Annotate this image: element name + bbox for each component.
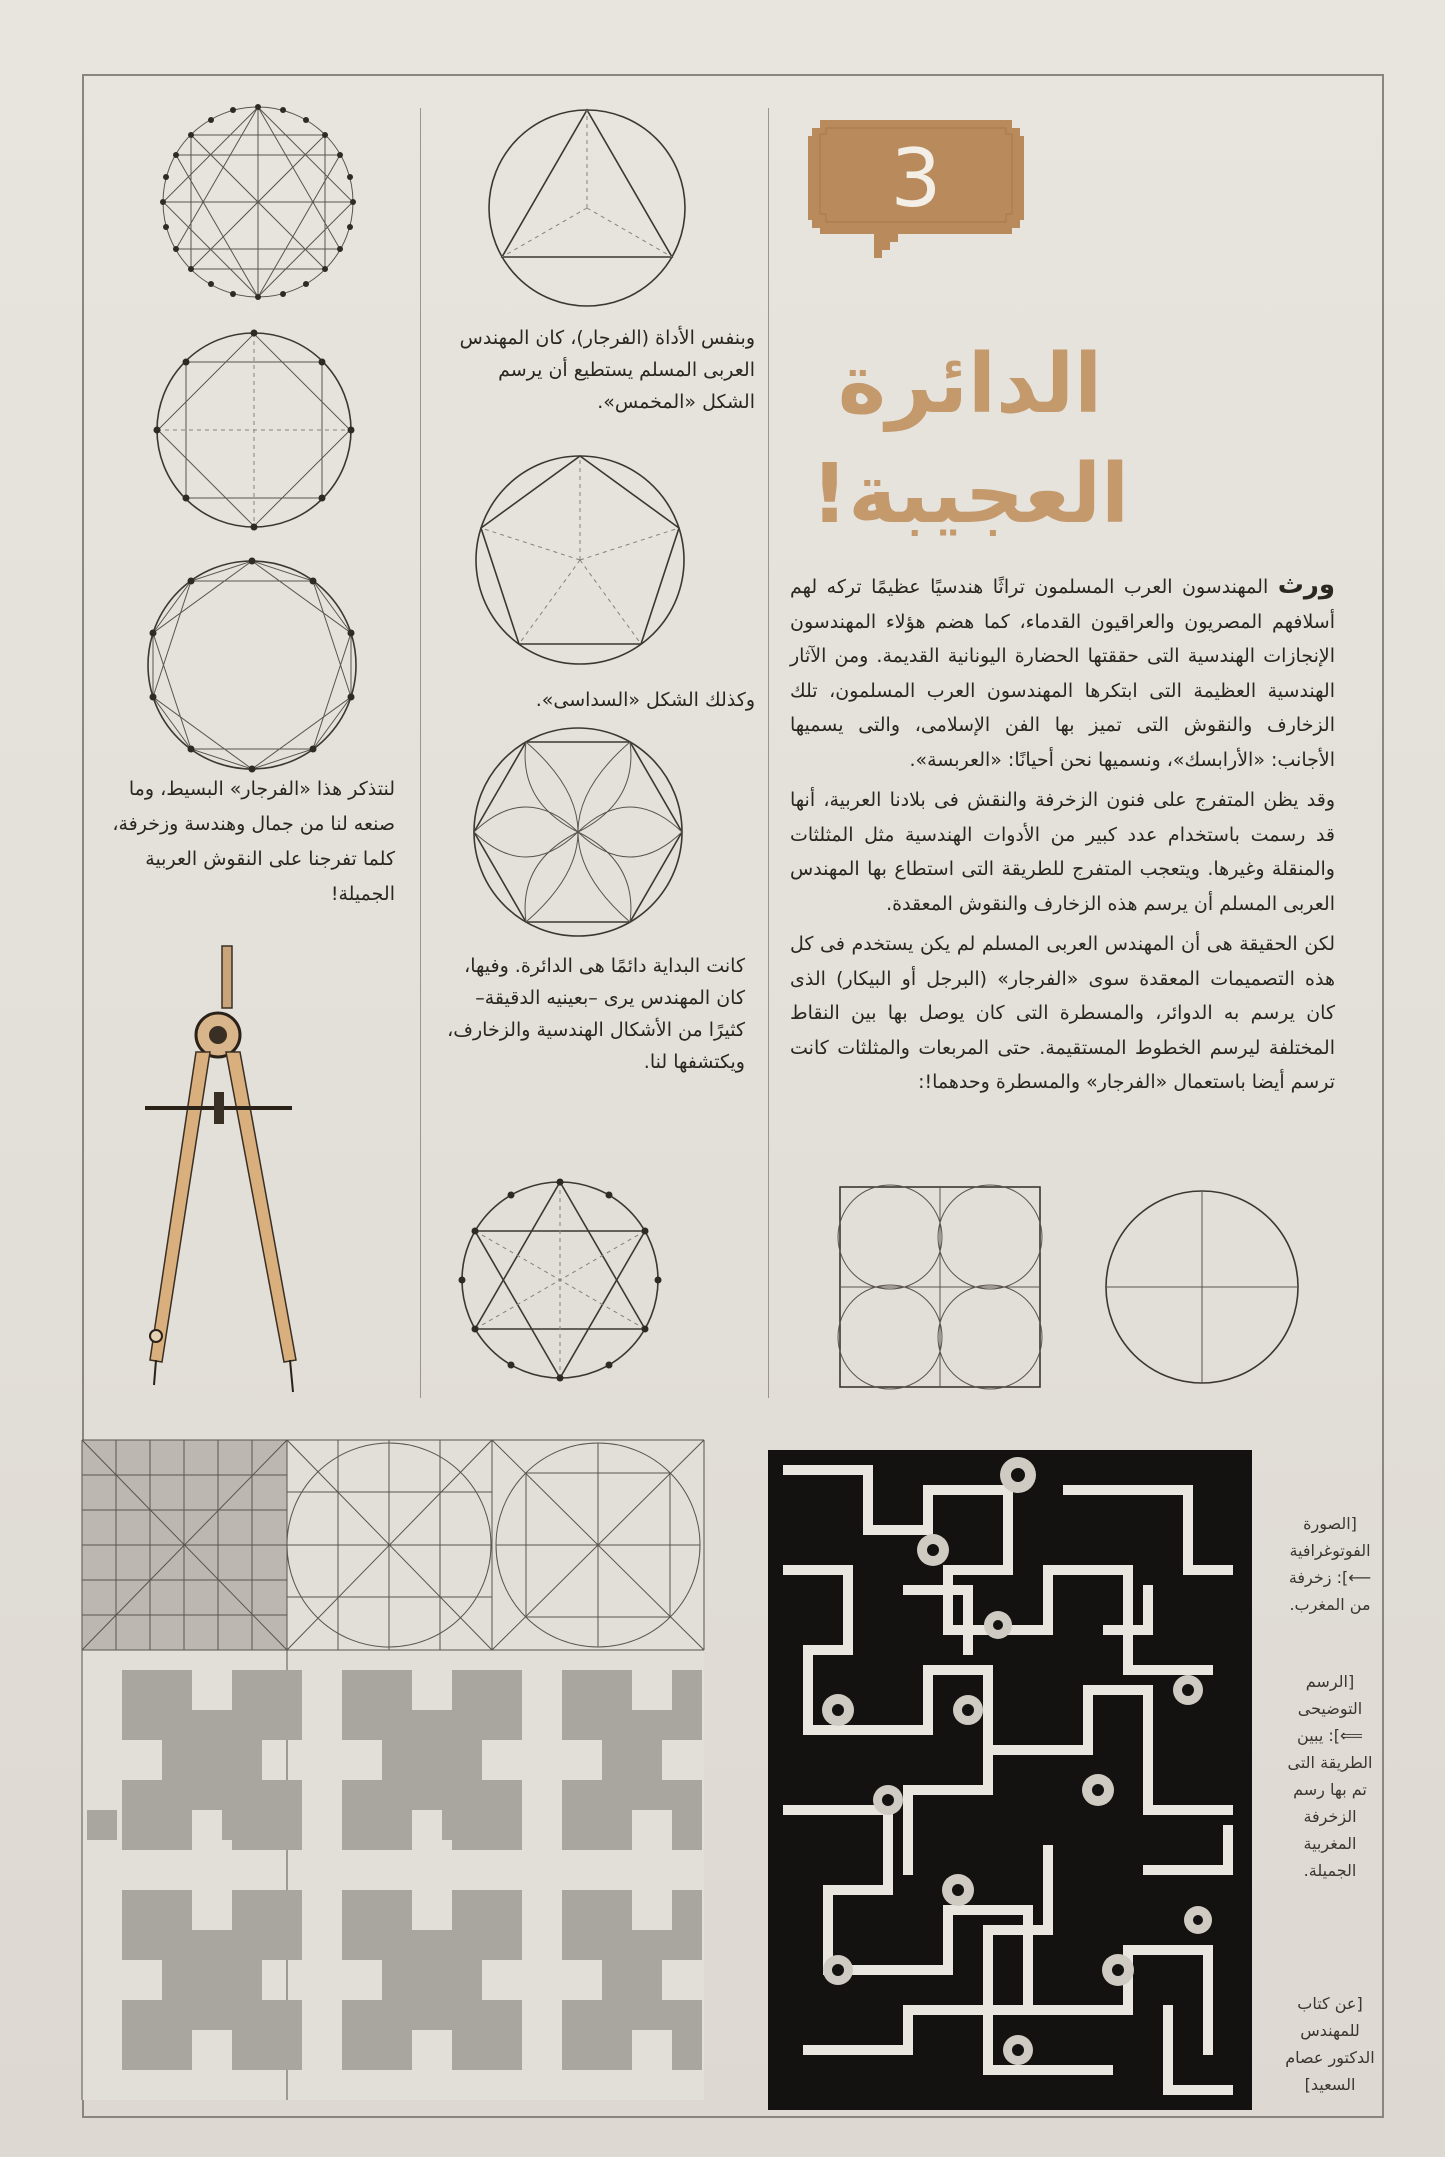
side-note-drawing: [الرسم التوضيحى ⟸]: يبين الطريقة التى تم بها رسم الزخرفة المغربية الجميلة. (1287, 1672, 1373, 1880)
column-divider-left (420, 108, 421, 1398)
octagon-star-diagram (152, 328, 357, 533)
caption-pentagon: وبنفس الأداة (الفرجار)، كان المهندس العربى المسلم يستطيع أن يرسم الشكل «المخمس». (459, 327, 755, 413)
caption-circle-start: كانت البداية دائمًا هى الدائرة. وفيها، كان المهندس يرى –بعينيه الدقيقة– كثيرًا من الأشكال الهندسية والزخارف، ويكتشفها لنا. (447, 955, 745, 1073)
article-body (790, 568, 1335, 1106)
section-number: 3 (890, 132, 942, 225)
quartered-circle-diagram (1102, 1185, 1302, 1390)
square-arcs-diagram (838, 1185, 1043, 1393)
construction-drawing (82, 1440, 704, 2100)
pentagon-in-circle-diagram (470, 452, 690, 667)
paragraph-2: وقد يظن المتفرج على فنون الزخرفة والنقش فى بلادنا العربية، أنها قد رسمت باستخدام عدد كبير من الأدوات الهندسية مثل المثلثات والمنقلة وغيرها. ويتعجب المتفرج للطريقة التى استطاع بها المهندس العربى المسلم أن يرسم هذه الزخارف والنقوش المعقدة. (790, 789, 1335, 915)
section-number-badge (806, 116, 1026, 266)
paragraph-3: لكن الحقيقة هى أن المهندس العربى المسلم لم يكن يستخدم فى كل هذه التصميمات المعقدة سوى «الفرجار» (البرجل أو البيكار) الذى كان يرسم به الدوائر، والمسطرة التى كان يوصل بها بين النقاط المختلفة ليرسم الخطوط المستقيمة. حتى المربعات والمثلثات كانت ترسم أيضا باستعمال «الفرجار» والمسطرة وحدهما!: (790, 933, 1335, 1093)
compass-icon (140, 940, 300, 1400)
hexagon-flower-diagram (468, 722, 688, 942)
lead-word: ورث (1277, 570, 1335, 600)
side-note-photo: [الصورة الفوتوغرافية ⟵]: زخرفة من المغرب. (1288, 1514, 1372, 1614)
paragraph-1-text: المهندسون العرب المسلمون تراثًا هندسيًا عظيمًا تركه لهم أسلافهم المصريون والعراقيون القدماء، كما هضم هؤلاء المهندسون الإنجازات الهندسية التى حققتها الحضارة اليونانية القديمة. ومن الآثار الهندسية العظيمة التى ابتكرها المهندسون العرب المسلمون، تلك الزخارف والنقوش التى تميز بها الفن الإسلامى، والتى يسميها الأجانب: «الأرابسك»، ونسميها نحن أحيانًا: «العربسة». (790, 576, 1335, 771)
decagon-diagram (142, 555, 362, 775)
caption-compass-note: لنتذكر هذا «الفرجار» البسيط، وما صنعه لنا من جمال وهندسة وزخرفة، كلما تفرجنا على النقوش العربية الجميلة! (112, 778, 395, 905)
paragraph-1 (790, 568, 1335, 777)
star-in-circle-diagram (455, 1175, 665, 1385)
title-line-2: العجيبة! (810, 447, 1130, 542)
triangle-in-circle-diagram (482, 108, 692, 308)
moroccan-pattern-photo (768, 1450, 1252, 2110)
title-line-1: الدائرة (837, 337, 1103, 432)
caption-hexagon: وكذلك الشكل «السداسى». (535, 689, 755, 711)
column-divider-right (768, 108, 769, 1398)
dotted-star-pattern-diagram (158, 102, 358, 302)
article-title (790, 330, 1150, 550)
side-note-source: [عن كتاب للمهندس الدكتور عصام السعيد] (1285, 1994, 1375, 2094)
